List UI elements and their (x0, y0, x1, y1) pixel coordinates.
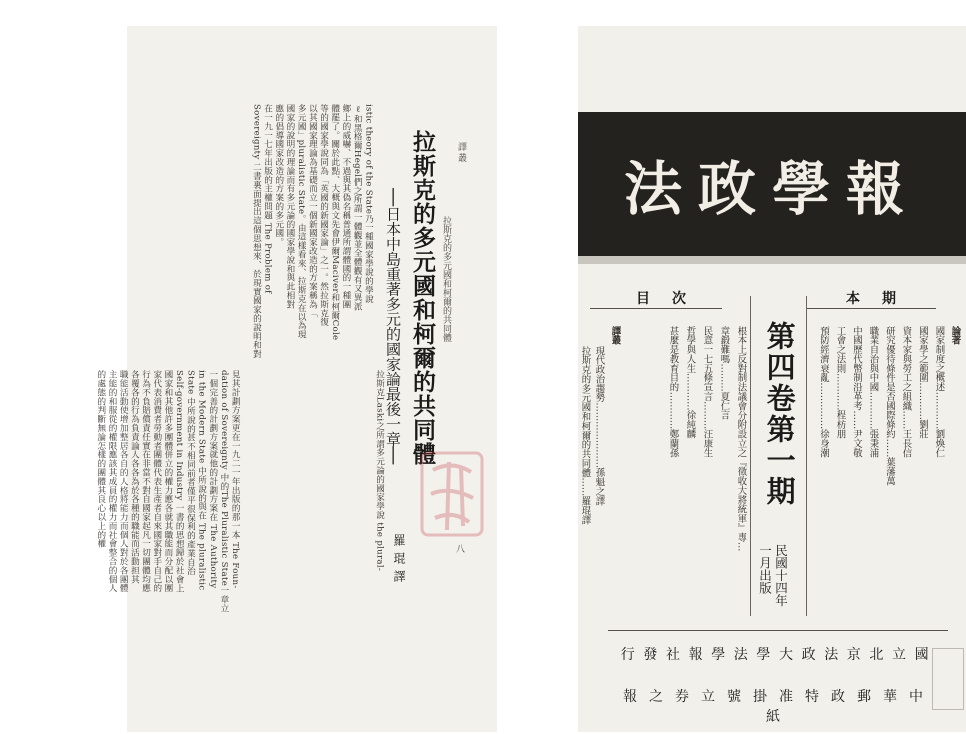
article-body-column: 家代表消費者勞動者團體代表生產者自來國家對手自己的 (151, 370, 162, 593)
footer-rule (608, 630, 948, 631)
masthead-title: 法政學報 (623, 155, 920, 223)
toc-divider (750, 296, 751, 616)
publication-date-month: 一月出版 (757, 544, 773, 594)
article-author: 羅琨譯 (392, 534, 406, 588)
masthead-band (578, 112, 966, 258)
article-body-column: 多元國」pluralistic State。由這樣看來、拉斯克在以為現 (296, 104, 307, 339)
publisher-text: 國立北京法政大學法學報社發行 (620, 647, 938, 663)
article-body-column: dation of Sovereignty 中的The Pluralistic State一章立 (218, 370, 229, 613)
toc-entry: 章鍛難嗎………夏仁言 (718, 326, 730, 420)
running-header-series: 譯叢 (456, 142, 466, 164)
toc-entry: 民意一七五條宣言………汪康生 (701, 326, 713, 458)
toc-entry: 研究優待條件是否國際條約……葉藩萬 (883, 326, 895, 486)
running-header-title: 拉斯克的多元國和柯爾的共同體 (441, 216, 451, 342)
toc-entry: 職業自治與中國…………張秉浦 (867, 326, 879, 458)
left-page (95, 26, 497, 732)
toc-heading-rule (806, 308, 936, 309)
toc-divider (806, 296, 807, 616)
article-body-column: 國家和其他許多團體併立的權力應各就其職能而分配以團 (162, 370, 173, 593)
toc-entry: 現代政治趨勢…………………孫魁之譯 (593, 346, 605, 506)
article-body-column: 在一九一七年出版的主權問題 The Problem of (262, 104, 273, 294)
toc-section-label-translations: 譯叢 (609, 326, 621, 345)
article-body-column: 拉斯克Laski之所謂多元論的國家學說 the plural- (374, 370, 385, 572)
page-number: 八 (454, 544, 464, 553)
volume-issue: 第四卷第一期 (762, 321, 797, 507)
publication-date-year: 民國十四年 (773, 544, 789, 607)
article-body-column: 體罷了。關於此點、大概與文先會伊爾Maciver和柯爾Cole (329, 104, 340, 341)
article-body-column: 職能活動使增加整居各自的人格將能力而個人對於各團體 (118, 370, 129, 593)
right-page (578, 26, 966, 732)
article-body-column: 各覆各的行為負責論人各各為於各種的職能而活動担其 (129, 370, 140, 584)
article-body-column: 鄉上的威嚇、不過與其偽名稱普通所謂體國的一種團 (340, 104, 351, 309)
article-subtitle: ──日本中島重著多元的國家論最後一章── (384, 188, 402, 465)
publisher-line (614, 644, 944, 664)
article-body-column: 應的倡導國家改造的方案的多元國。 (273, 104, 284, 247)
article-body-column: in the Modern State 中所說的與在 The pluralistic (196, 370, 207, 591)
article-body-column: istic theory of the State乃一種國家學說的學說 (363, 104, 374, 304)
toc-entry: 預防經濟衰亂……………徐身潮 (817, 326, 829, 458)
toc-entry: 資本家與勞工之組織……王長信 (900, 326, 912, 458)
article-body-column: 的處態的判斷無論怎樣的團體其良心以上的權 (95, 370, 106, 548)
article-body-column: State 中所說的甚不相同前者僅平很保利的產業自治 (185, 370, 196, 576)
toc-heading-rule (590, 308, 722, 309)
postal-text: 中華郵政特准掛號立券之報紙 (623, 689, 935, 725)
toc-entry: 中國歷代幣制沿革考……尹文敬 (850, 326, 862, 458)
article-body-column: 見其計劃方案更在一九二一年出版的那一本 The Foun- (230, 370, 241, 589)
article-body-column: 行為不負賠償責任實在非當不對自國家起凡一切團體均應 (140, 370, 151, 593)
article-title: 拉斯克的多元國和柯爾的共同體 (409, 130, 436, 466)
article-body-column: ℓ和黑格爾Hegel們之所謂一體觀並全體觀有又異派 (352, 104, 363, 311)
toc-entry: 國家制度之概述…………劉煥仁 (933, 326, 945, 458)
postal-registration-line (614, 686, 944, 726)
toc-entry: 國家學之範圍…………劉莊 (916, 326, 928, 439)
toc-heading-this-issue: 本期 (846, 291, 918, 307)
masthead-edge (578, 256, 966, 264)
article-body-column: Sovereignty 二書裏面提出這個思想來、於現實國家的說明和對 (251, 104, 262, 359)
toc-entry: 根本上反對制法議會分附設立之『徵收大將統軍』專… (735, 326, 747, 552)
article-body-column: 主能的和服從的權限應該其成員的權力而社會整合的個人 (107, 370, 117, 593)
toc-entry: 拉斯克的多元國和柯爾的共同體……羅琨譯 (579, 346, 591, 525)
toc-section-label-essays: 論著 (949, 326, 961, 345)
article-body-column: 以其國家理論為基礎而立一個新國家改造的方案稱為「 (307, 104, 318, 318)
toc-entry: 哲學與人生…………徐純麟 (684, 326, 696, 439)
library-seal-stamp (419, 450, 485, 538)
toc-heading-contents: 目次 (636, 291, 708, 307)
toc-entry: 甚麼是教育目的…………鄭蘭孫 (667, 326, 679, 458)
article-body-column: 國家的說明的理論而有多元論的國家學說和與此相對 (284, 104, 295, 309)
article-body-column: 等的國家學說同為「英國的新國家論」之一。然拉斯克復 (318, 104, 329, 327)
article-body-column: 一個完善的計劃方案就他的計劃方案在 The Authority (207, 370, 218, 589)
article-body-column: Self-government in Industry 一書的思想歸於社會上 (174, 370, 185, 593)
toc-entry: 工會之法則…………程枋朋 (834, 326, 846, 439)
archive-corner-stamp (932, 648, 964, 710)
